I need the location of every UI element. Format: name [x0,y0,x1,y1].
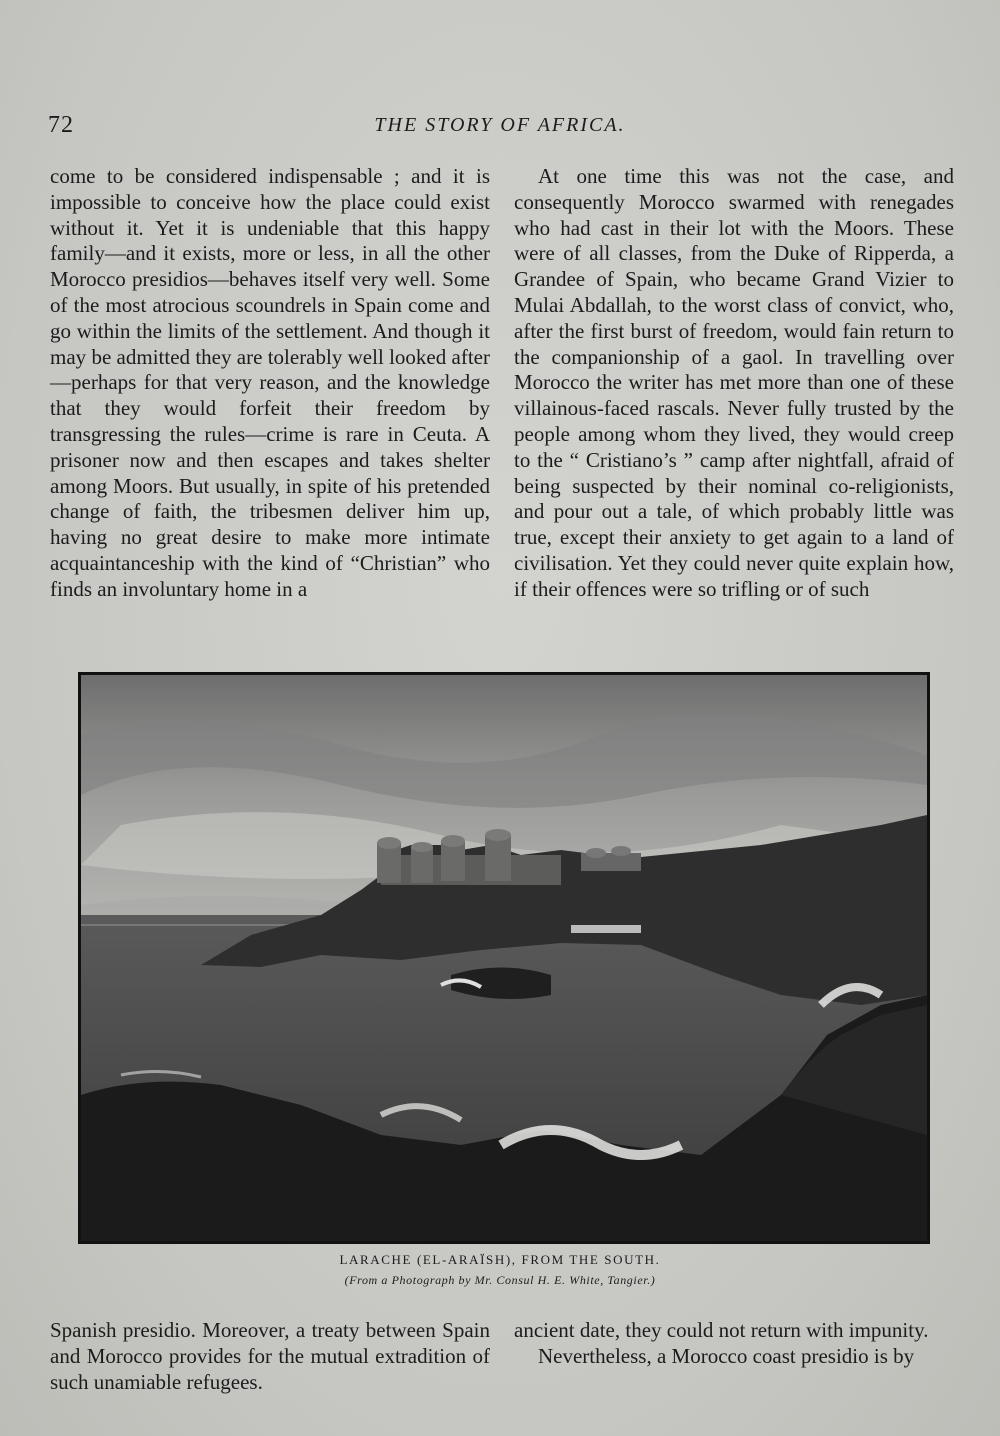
larache-engraving [78,672,930,1244]
paragraph: come to be considered indispensable ; and it is impossible to conceive how the place could exist without it. Yet it is undeniable that this happy family—and it exists, more or less, in all the other Morocco presidios—behaves itself very well. Some of the most atrocious scoundrels in Spain come and go within the limits of the settlement. And though it may be admitted they are tolerably well looked after—perhaps for that very reason, and the knowledge that they would forfeit their freedom by transgressing the rules—crime is rare in Ceuta. A prisoner now and then escapes and takes shelter among Moors. But usually, in spite of his pretended change of faith, the tribesmen deliver him up, having no great desire to make more intimate acquaintanceship with the kind of “Christian” who finds an involuntary home in a [50,164,490,601]
right-column-top [514,164,954,603]
paragraph: Nevertheless, a Morocco coast presidio is by [538,1343,915,1368]
left-column-top [50,164,490,603]
page-number: 72 [48,112,74,138]
paragraph: Spanish presidio. Moreover, a treaty between Spain and Morocco provides for the mutual extradition of such unamiable refugees. [50,1318,490,1394]
illustration-credit: (From a Photograph by Mr. Consul H. E. White, Tangier.) [344,1273,656,1287]
illustration-caption: LARACHE (EL-ARAÏSH), FROM THE SOUTH. [339,1252,661,1267]
page-header [48,112,952,142]
coastal-fortress-illustration [81,675,927,1241]
left-column-bottom [50,1318,490,1395]
paragraph: At one time this was not the case, and consequently Morocco swarmed with renegades who had cast in their lot with the Moors. These were of all classes, from the Duke of Ripperda, a Grandee of Spain, who became Grand Vizier to Mulai Abdallah, to the worst class of convict, who, after the first burst of freedom, would fain return to the companionship of a gaol. In travelling over Morocco the writer has met more than one of these villainous-faced rascals. Never fully trusted by the people among whom they lived, they would creep to the “ Cristiano’s ” camp after nightfall, afraid of being suspected by their nominal co-religionists, and pour out a tale, of which probably little was true, except their anxiety to get again to a land of civilisation. Yet they could never quite explain how, if their offences were so trifling or of such [514,164,954,601]
paragraph: ancient date, they could not return with impunity. [514,1318,929,1342]
running-title: THE STORY OF AFRICA. [374,114,626,136]
right-column-bottom [514,1318,954,1370]
